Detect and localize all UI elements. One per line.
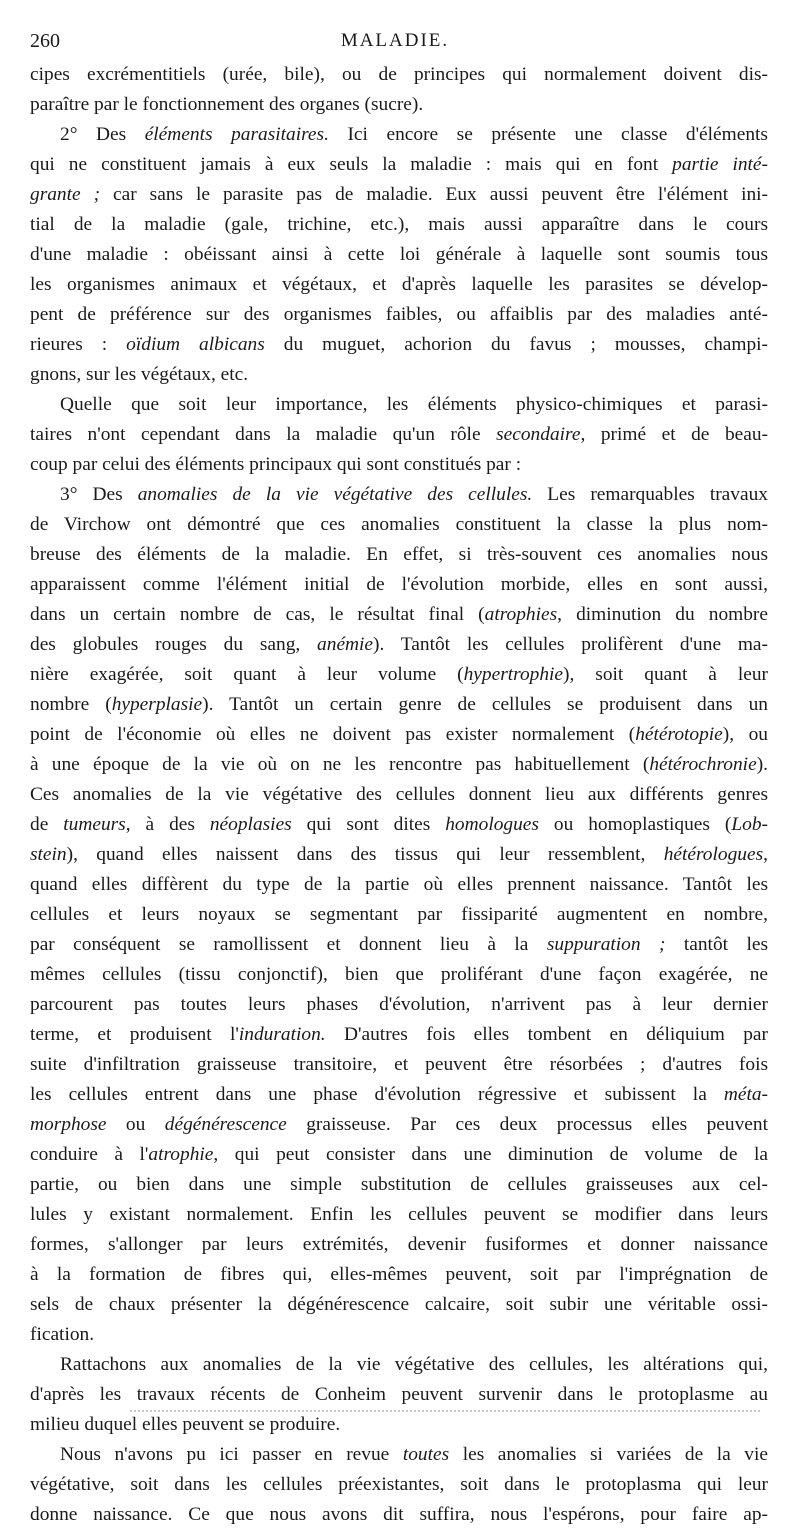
text-segment: par conséquent se ramollissent et donnent lieu à la [30, 934, 547, 955]
text-segment: du muguet, achorion du favus ; mousses, champi- [264, 334, 768, 355]
text-segment: les organismes animaux et végétaux, et d'après laquelle les parasites se dévelop- [30, 274, 768, 295]
italic-text: suppuration ; [546, 934, 666, 955]
italic-text: tumeurs [63, 814, 126, 835]
text-line [30, 120, 768, 150]
text-line [30, 870, 768, 900]
italic-text: toutes [402, 1444, 450, 1465]
text-segment: nière exagérée, soit quant à leur volume ( [30, 664, 464, 685]
text-segment: ou homoplastiques ( [538, 814, 732, 835]
text-segment: donne naissance. Ce que nous avons dit suffira, nous l'espérons, pour faire ap- [30, 1504, 768, 1525]
italic-text: induration. [238, 1024, 326, 1045]
italic-text: anémie [317, 634, 374, 655]
text-line [30, 1470, 768, 1500]
text-segment: des globules rouges du sang, [30, 634, 318, 655]
text-segment: formes, s'allonger par leurs extrémités, devenir fusiformes et donner naissance [30, 1234, 768, 1255]
italic-text: méta- [723, 1084, 768, 1105]
text-line [30, 420, 768, 450]
text-line [30, 810, 768, 840]
text-line [30, 1110, 768, 1140]
text-line [30, 780, 768, 810]
text-line [30, 1140, 768, 1170]
italic-text: hyperplasie [111, 694, 203, 715]
text-line [30, 60, 768, 90]
text-segment: partie, ou bien dans une simple substitution de cellules graisseuses aux cel- [30, 1174, 768, 1195]
text-segment: car sans le parasite pas de maladie. Eux aussi peuvent être l'élément ini- [100, 184, 768, 205]
text-segment: Ici encore se présente une classe d'éléments [328, 124, 768, 145]
italic-text: partie inté- [672, 154, 768, 175]
text-line [30, 1230, 768, 1260]
text-segment: qui sont dites [291, 814, 446, 835]
text-line [30, 1440, 768, 1470]
text-line [30, 330, 768, 360]
text-line [30, 660, 768, 690]
text-segment: Nous n'avons pu ici passer en revue [60, 1444, 403, 1465]
text-segment: parcourent pas toutes leurs phases d'évolution, n'arrivent pas à leur dernier [30, 994, 768, 1015]
text-line [30, 360, 768, 390]
text-line [30, 1050, 768, 1080]
text-line [30, 480, 768, 510]
text-segment: fication. [30, 1324, 95, 1345]
text-line [30, 630, 768, 660]
italic-text: hypertrophie [463, 664, 564, 685]
text-line [30, 1200, 768, 1230]
text-segment: Ces anomalies de la vie végétative des cellules donnent lieu aux différents genres [30, 784, 768, 805]
text-segment: ), soit quant à leur [563, 664, 768, 685]
text-segment: conduire à l' [30, 1144, 149, 1165]
text-line [30, 900, 768, 930]
text-segment: breuse des éléments de la maladie. En effet, si très-souvent ces anomalies nous [30, 544, 768, 565]
text-line [30, 930, 768, 960]
text-line [30, 90, 768, 120]
text-segment: de [30, 814, 64, 835]
text-segment: milieu duquel elles peuvent se produire. [30, 1414, 341, 1435]
text-segment: ou [106, 1114, 165, 1135]
text-segment: Rattachons aux anomalies de la vie végétative des cellules, les altérations qui, [60, 1354, 768, 1375]
text-segment: lules y existant normalement. Enfin les cellules peuvent se modifier dans leurs [30, 1204, 768, 1225]
text-line [30, 1020, 768, 1050]
italic-text: atrophies [484, 604, 558, 625]
text-segment: Les remarquables travaux [532, 484, 768, 505]
text-line [30, 540, 768, 570]
italic-text: atrophie [148, 1144, 214, 1165]
text-line [30, 450, 768, 480]
text-segment: dans un certain nombre de cas, le résultat final ( [30, 604, 485, 625]
text-line [30, 690, 768, 720]
text-line [30, 180, 768, 210]
text-segment: tantôt les [665, 934, 768, 955]
text-segment: mêmes cellules (tissu conjonctif), bien que proliférant d'une façon exagérée, ne [30, 964, 768, 985]
text-segment: gnons, sur les végétaux, etc. [30, 364, 249, 385]
page-header [30, 30, 760, 58]
italic-text: hétérochronie [649, 754, 757, 775]
text-segment: apparaissent comme l'élément initial de l'évolution morbide, elles en sont aussi, [30, 574, 768, 595]
text-line [30, 1380, 768, 1410]
text-segment: à une époque de la vie où on ne les rencontre pas habituellement ( [30, 754, 650, 775]
text-segment: les anomalies si variées de la vie [449, 1444, 768, 1465]
text-segment: , [763, 844, 768, 865]
text-line [30, 1260, 768, 1290]
text-segment: pent de préférence sur des organismes faibles, ou affaiblis par des maladies anté- [30, 304, 768, 325]
text-segment: cellules et leurs noyaux se segmentant par fissiparité augmentent en nombre, [30, 904, 768, 925]
text-line [30, 510, 768, 540]
text-segment: 2° Des [60, 124, 145, 145]
text-line [30, 1350, 768, 1380]
text-segment: cipes excrémentitiels (urée, bile), ou de principes qui normalement doivent dis- [30, 64, 768, 85]
italic-text: stein [30, 844, 67, 865]
text-segment: , à des [125, 814, 210, 835]
text-segment: terme, et produisent l' [30, 1024, 239, 1045]
text-segment: de Virchow ont démontré que ces anomalies constituent la classe la plus nom- [30, 514, 768, 535]
italic-text: dégénérescence [164, 1114, 287, 1135]
text-line [30, 600, 768, 630]
text-segment: 3° Des [60, 484, 138, 505]
text-line [30, 840, 768, 870]
text-segment: paraître par le fonctionnement des organes (sucre). [30, 94, 424, 115]
text-line [30, 1080, 768, 1110]
text-line [30, 1290, 768, 1320]
text-line [30, 270, 768, 300]
text-segment: , diminution du nombre [557, 604, 768, 625]
text-segment: ). [756, 754, 768, 775]
text-line [30, 990, 768, 1020]
text-segment: d'après les travaux récents de Conheim peuvent survenir dans le protoplasme au [30, 1384, 768, 1405]
text-segment: à la formation de fibres qui, elles-mêmes peuvent, soit par l'imprégnation de [30, 1264, 768, 1285]
text-line [30, 1500, 768, 1530]
text-segment: ). Tantôt les cellules prolifèrent d'une ma- [373, 634, 768, 655]
text-segment: d'une maladie : obéissant ainsi à cette loi générale à laquelle sont soumis tous [30, 244, 768, 265]
italic-text: homologues [445, 814, 539, 835]
italic-text: anomalies de la vie végétative des cellules. [137, 484, 533, 505]
text-line [30, 1170, 768, 1200]
page-number: 260 [30, 30, 60, 52]
italic-text: éléments parasitaires. [144, 124, 329, 145]
text-segment: rieures : [30, 334, 127, 355]
text-segment: Quelle que soit leur importance, les éléments physico-chimiques et parasi- [60, 394, 768, 415]
text-segment: sels de chaux présenter la dégénérescence calcaire, soit subir une véritable ossi- [30, 1294, 768, 1315]
text-segment: taires n'ont cependant dans la maladie qu'un rôle [30, 424, 497, 445]
text-line [30, 960, 768, 990]
running-head: MALADIE. [340, 30, 450, 51]
italic-text: néoplasies [209, 814, 292, 835]
text-line [30, 720, 768, 750]
text-segment: graisseuse. Par ces deux processus elles peuvent [286, 1114, 768, 1135]
italic-text: morphose [30, 1114, 107, 1135]
text-line [30, 570, 768, 600]
text-line [30, 390, 768, 420]
text-line [30, 750, 768, 780]
italic-text: hétérologues [663, 844, 764, 865]
text-segment: végétative, soit dans les cellules préexistantes, soit dans le protoplasma qui leur [30, 1474, 768, 1495]
text-segment: coup par celui des éléments principaux qui sont constitués par : [30, 454, 522, 475]
italic-text: hétérotopie [635, 724, 723, 745]
text-segment: ). Tantôt un certain genre de cellules se produisent dans un [202, 694, 768, 715]
italic-text: oïdium albicans [126, 334, 265, 355]
text-segment: ), quand elles naissent dans des tissus qui leur ressemblent, [66, 844, 664, 865]
text-segment: suite d'infiltration graisseuse transitoire, et peuvent être résorbées ; d'autres fois [30, 1054, 768, 1075]
text-line [30, 1320, 768, 1350]
text-segment: , qui peut consister dans une diminution de volume de la [213, 1144, 768, 1165]
text-line [30, 210, 768, 240]
bottom-rule [130, 1410, 760, 1412]
text-line [30, 1410, 768, 1440]
text-segment: point de l'économie où elles ne doivent pas exister normalement ( [30, 724, 636, 745]
text-segment: quand elles diffèrent du type de la partie où elles prennent naissance. Tantôt les [30, 874, 768, 895]
text-segment: tial de la maladie (gale, trichine, etc.), mais aussi apparaître dans le cours [30, 214, 768, 235]
text-segment: qui ne constituent jamais à eux seuls la maladie : mais qui en font [30, 154, 673, 175]
text-segment: nombre ( [30, 694, 112, 715]
text-segment: , primé et de beau- [580, 424, 769, 445]
italic-text: Lob- [731, 814, 768, 835]
text-line [30, 300, 768, 330]
italic-text: secondaire [496, 424, 581, 445]
text-line [30, 150, 768, 180]
text-segment: les cellules entrent dans une phase d'évolution régressive et subissent la [30, 1084, 724, 1105]
text-segment: D'autres fois elles tombent en déliquium par [325, 1024, 768, 1045]
text-line [30, 240, 768, 270]
text-segment: ), ou [722, 724, 769, 745]
italic-text: grante ; [30, 184, 101, 205]
body-text [30, 60, 768, 1530]
